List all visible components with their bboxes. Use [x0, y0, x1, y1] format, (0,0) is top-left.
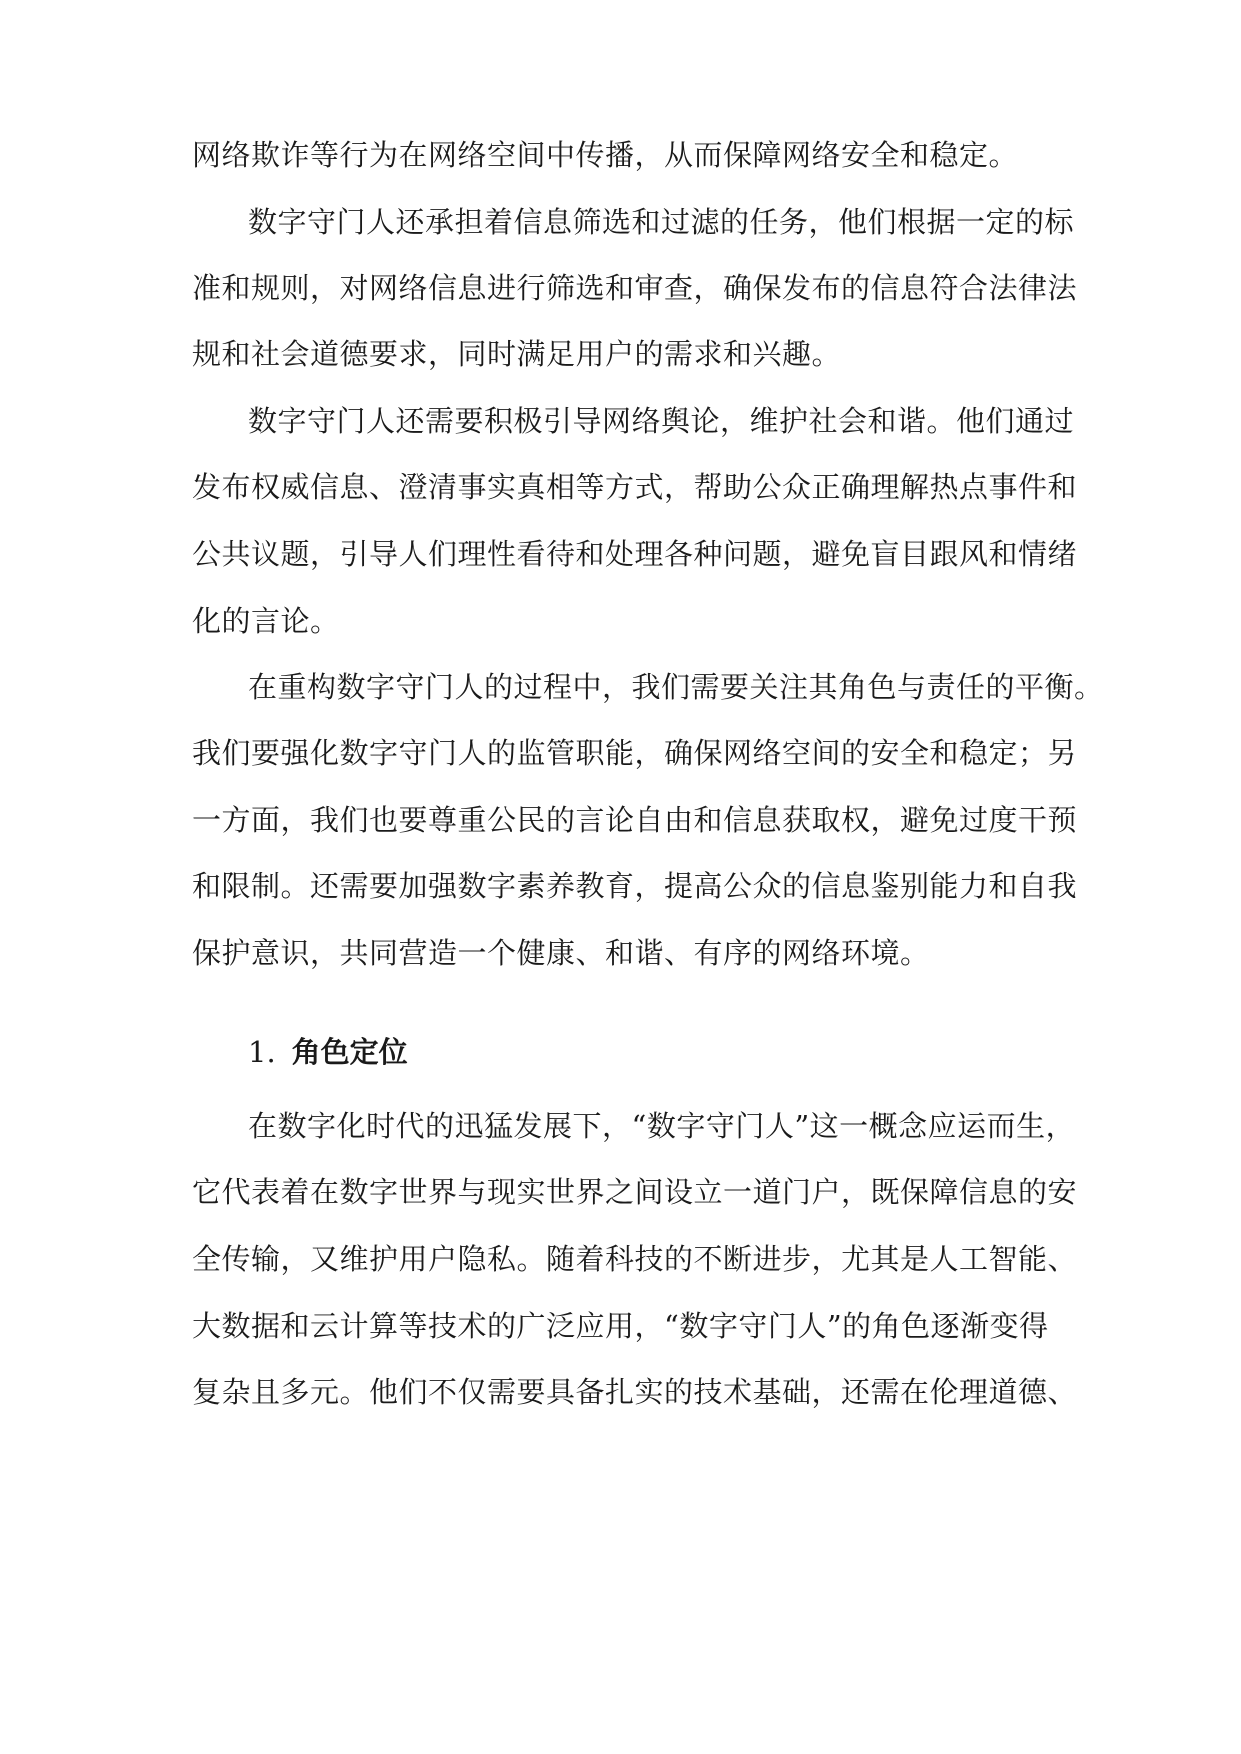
- paragraph-3-line-2: 发布权威信息、澄清事实真相等方式，帮助公众正确理解热点事件和: [192, 470, 1078, 504]
- paragraph-2-line-3: 规和社会道德要求，同时满足用户的需求和兴趣。: [192, 337, 842, 371]
- paragraph-1-line-1: 网络欺诈等行为在网络空间中传播，从而保障网络安全和稳定。: [192, 138, 1019, 172]
- section-paragraph-line-1: 在数字化时代的迅猛发展下，“数字守门人”这一概念应运而生，: [248, 1109, 1076, 1143]
- section-paragraph-line-2: 它代表着在数字世界与现实世界之间设立一道门户，既保障信息的安: [192, 1175, 1078, 1209]
- paragraph-3-line-1: 数字守门人还需要积极引导网络舆论，维护社会和谐。他们通过: [248, 404, 1075, 438]
- paragraph-3-line-4: 化的言论。: [192, 604, 340, 638]
- section-paragraph-line-3: 全传输，又维护用户隐私。随着科技的不断进步，尤其是人工智能、: [192, 1242, 1078, 1276]
- paragraph-4-line-4: 和限制。还需要加强数字素养教育，提高公众的信息鉴别能力和自我: [192, 869, 1078, 903]
- paragraph-2-line-1: 数字守门人还承担着信息筛选和过滤的任务，他们根据一定的标: [248, 205, 1075, 239]
- section-heading: [248, 1032, 408, 1072]
- paragraph-2-line-2: 准和规则，对网络信息进行筛选和审查，确保发布的信息符合法律法: [192, 271, 1078, 305]
- section-heading-number: 1.: [248, 1035, 276, 1069]
- paragraph-3-line-3: 公共议题，引导人们理性看待和处理各种问题，避免盲目跟风和情绪: [192, 537, 1078, 571]
- paragraph-4-line-1: 在重构数字守门人的过程中，我们需要关注其角色与责任的平衡。: [248, 670, 1104, 704]
- paragraph-4-line-5: 保护意识，共同营造一个健康、和谐、有序的网络环境。: [192, 936, 930, 970]
- paragraph-4-line-3: 一方面，我们也要尊重公民的言论自由和信息获取权，避免过度干预: [192, 803, 1078, 837]
- paragraph-4-line-2: 我们要强化数字守门人的监管职能，确保网络空间的安全和稳定；另: [192, 736, 1078, 770]
- section-heading-title: 角色定位: [291, 1035, 408, 1069]
- section-paragraph-line-5: 复杂且多元。他们不仅需要具备扎实的技术基础，还需在伦理道德、: [192, 1375, 1078, 1409]
- section-paragraph-line-4: 大数据和云计算等技术的广泛应用，“数字守门人”的角色逐渐变得: [192, 1309, 1049, 1343]
